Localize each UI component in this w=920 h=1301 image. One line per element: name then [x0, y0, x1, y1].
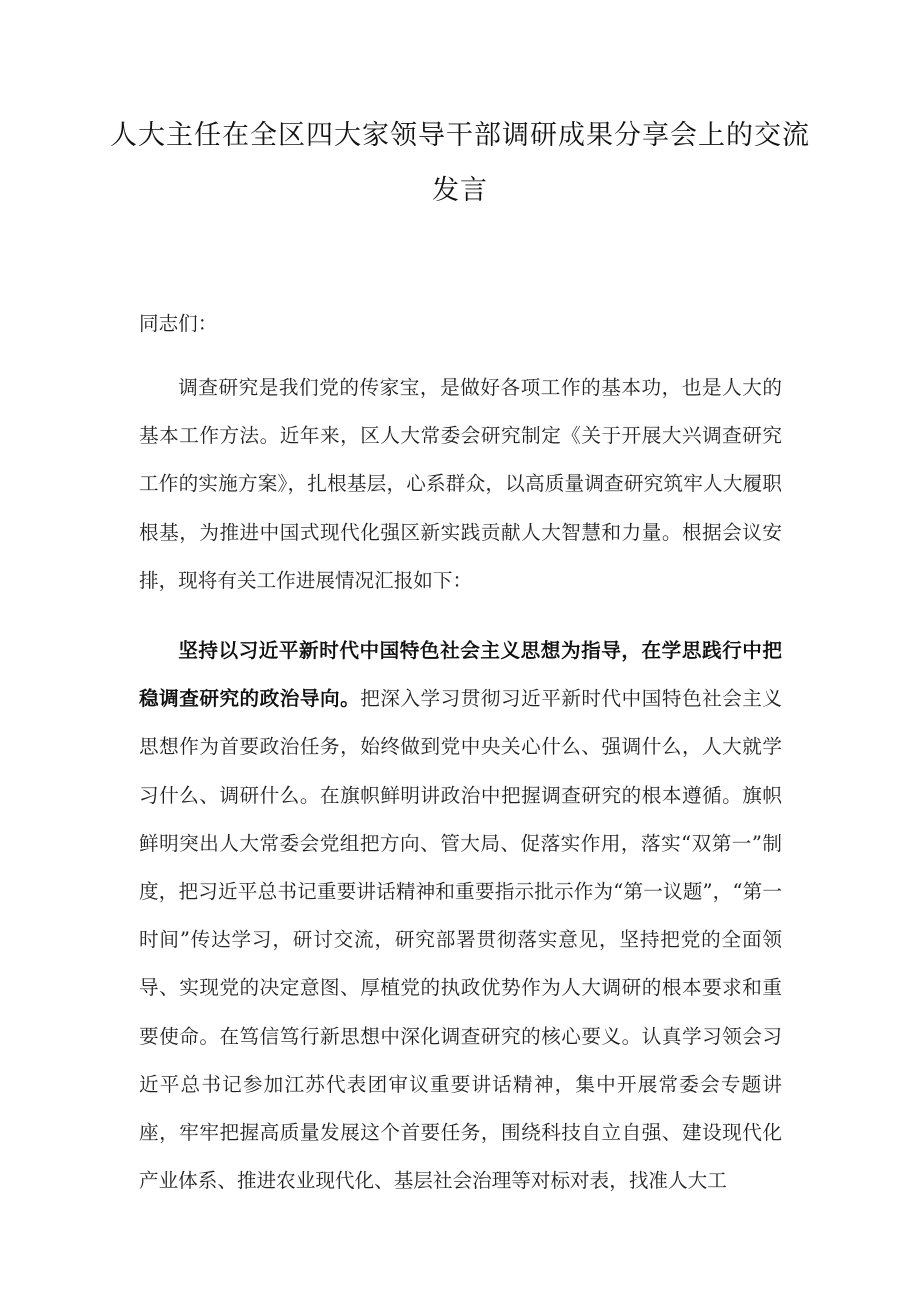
salutation: 同志们： [139, 312, 218, 335]
paragraph-intro: 调查研究是我们党的传家宝，是做好各项工作的基本功，也是人大的基本工作方法。近年来，区人大常委会研究制定《关于开展大兴调查研究工作的实施方案》，扎根基层，心系群众，以高质量调查研究筑牢人大履职根基，为推进中国式现代化强区新实践贡献人大智慧和力量。根据会议安排，现将有关工作进展情况汇报如下： [139, 376, 782, 592]
paragraph-body-text: 把深入学习贯彻习近平新时代中国特色社会主义思想作为首要政治任务，始终做到党中央关心什么、强调什么，人大就学习什么、调研什么。在旗帜鲜明讲政治中把握调查研究的根本遵循。旗帜鲜明突出人大常委会党组把方向、管大局、促落实作用，落实“双第一”制度，把习近平总书记重要讲话精神和重要指示批示作为“第一议题”，“第一时间”传达学习，研讨交流，研究部署贯彻落实意见，坚持把党的全面领导、实现党的决定意图、厚植党的执政优势作为人大调研的根本要求和重要使命。在笃信笃行新思想中深化调查研究的核心要义。认真学习领会习近平总书记参加江苏代表团审议重要讲话精神，集中开展常委会专题讲座，牢牢把握高质量发展这个首要任务，围绕科技自立自强、建设现代化产业体系、推进农业现代化、基层社会治理等对标对表，找准人大工 [139, 687, 783, 1193]
document-title: 人大主任在全区四大家领导干部调研成果分享会上的交流发言 [110, 120, 810, 206]
paragraph-guidance [139, 627, 782, 1205]
paragraph-bold-lead: 坚持以习近平新时代中国特色社会主义思想为指导，在学思践行中把稳调查研究的政治导向。 [139, 639, 782, 711]
